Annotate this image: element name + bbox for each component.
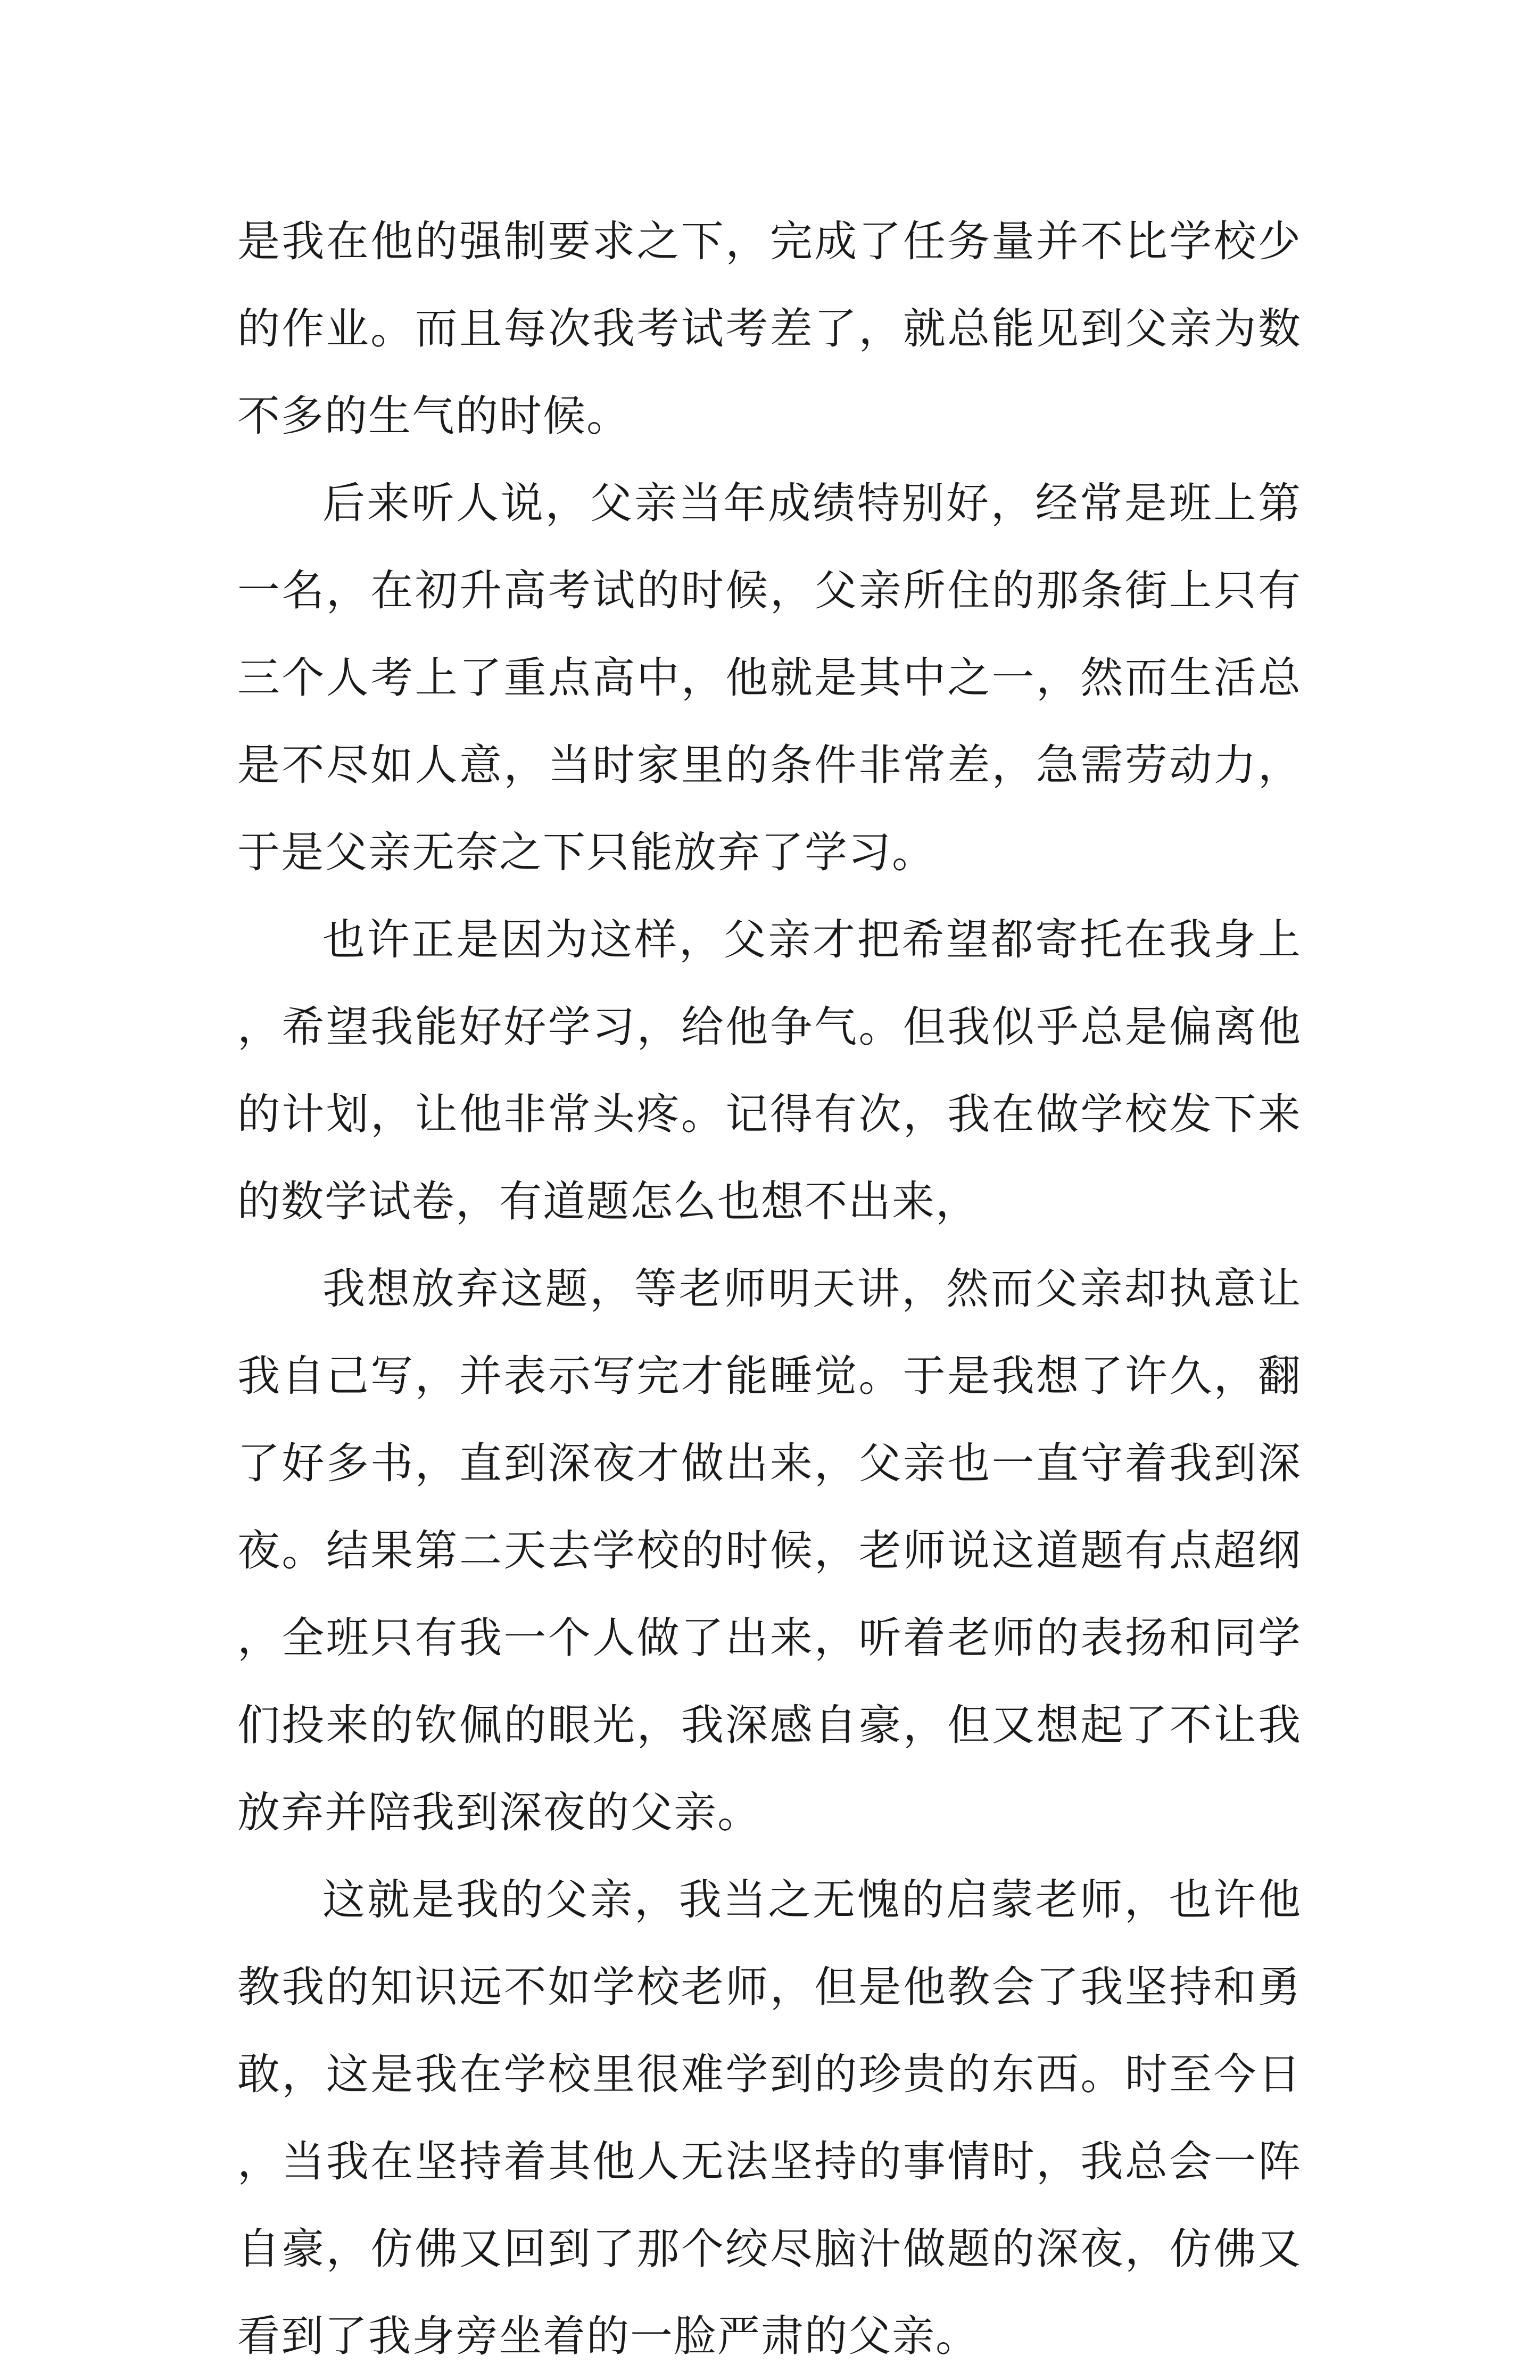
paragraph-2: 后来听人说，父亲当年成绩特别好，经常是班上第一名，在初升高考试的时候，父亲所住的那条街上只有三个人考上了重点高中，他就是其中之一，然而生活总是不尽如人意，当时家里的条件非常差，急需劳动力，于是父亲无奈之下只能放弃了学习。 — [237, 478, 1302, 877]
paragraph-5: 这就是我的父亲，我当之无愧的启蒙老师，也许他教我的知识远不如学校老师，但是他教会了我坚持和勇敢，这是我在学校里很难学到的珍贵的东西。时至今日，当我在坚持着其他人无法坚持的事情时，我总会一阵自豪，仿佛又回到了那个绞尽脑汁做题的深夜，仿佛又看到了我身旁坐着的一脸严肃的父亲。 — [237, 1875, 1302, 2361]
body-text — [237, 198, 1302, 2380]
paragraph-4: 我想放弃这题，等老师明天讲，然而父亲却执意让我自己写，并表示写完才能睡觉。于是我想了许久，翻了好多书，直到深夜才做出来，父亲也一直守着我到深夜。结果第二天去学校的时候，老师说这道题有点超纲，全班只有我一个人做了出来，听着老师的表扬和同学们投来的钦佩的眼光，我深感自豪，但又想起了不让我放弃并陪我到深夜的父亲。 — [237, 1264, 1302, 1837]
paragraph-3: 也许正是因为这样，父亲才把希望都寄托在我身上，希望我能好好学习，给他争气。但我似乎总是偏离他的计划，让他非常头疼。记得有次，我在做学校发下来的数学试卷，有道题怎么也想不出来， — [237, 915, 1302, 1226]
paragraph-1: 是我在他的强制要求之下，完成了任务量并不比学校少的作业。而且每次我考试考差了，就总能见到父亲为数不多的生气的时候。 — [237, 217, 1302, 441]
